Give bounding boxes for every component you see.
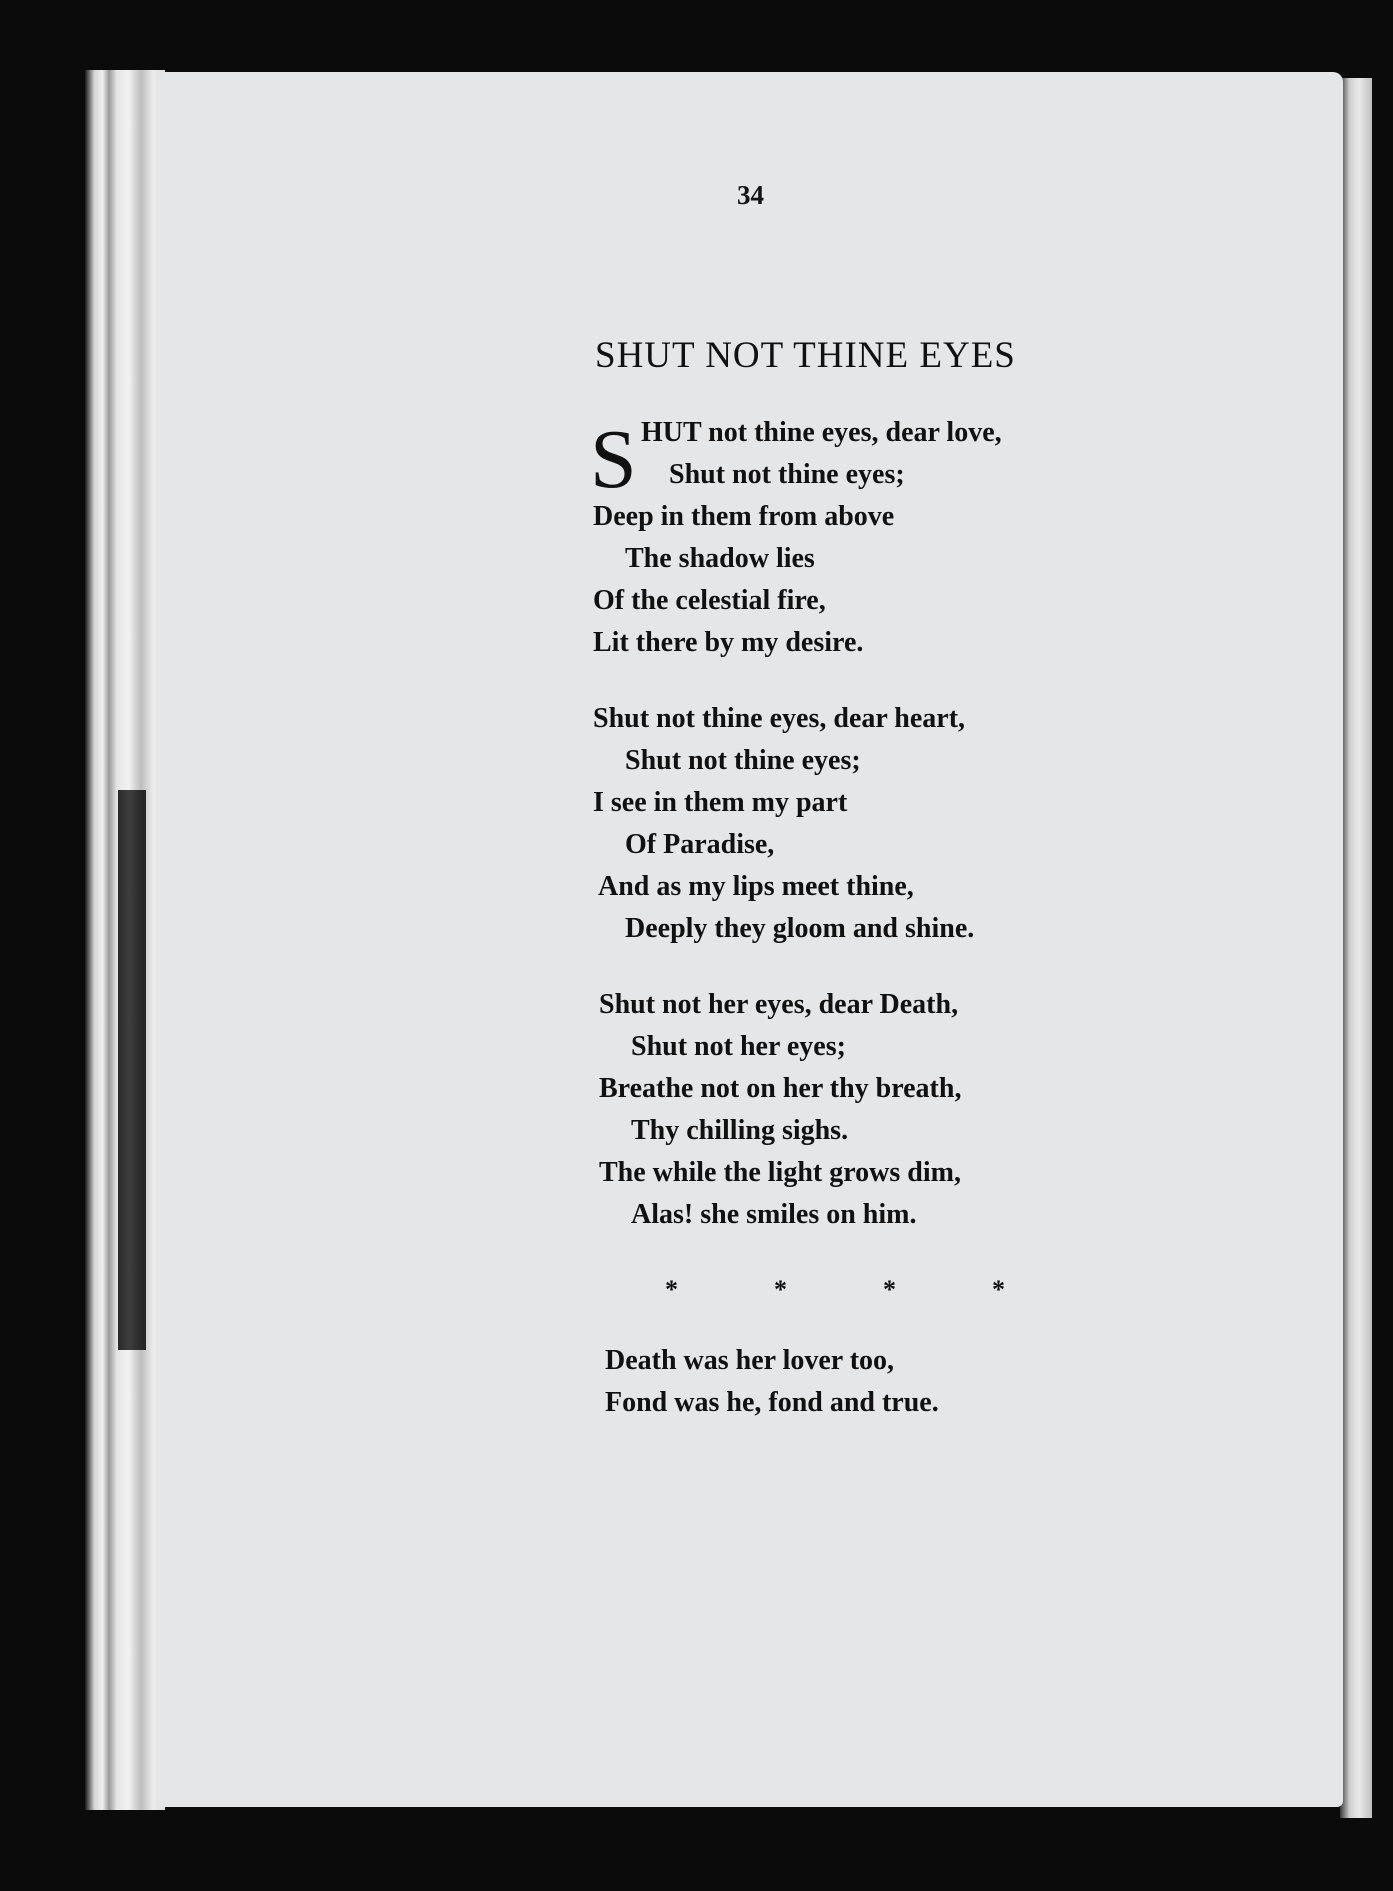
spine-label <box>118 790 146 1350</box>
stanza-2 <box>593 698 1113 950</box>
poem-line: Deeply they gloom and shine. <box>625 913 975 944</box>
poem-line: Lit there by my desire. <box>593 627 864 658</box>
stanza-3 <box>593 984 1113 1236</box>
poem-line: Alas! she smiles on him. <box>631 1199 917 1230</box>
drop-cap: S <box>590 413 637 506</box>
page <box>158 72 1343 1807</box>
poem-line: HUT not thine eyes, dear love, <box>641 417 1002 448</box>
asterisk: * <box>992 1275 1005 1304</box>
asterisk: * <box>774 1275 787 1304</box>
poem-line: The while the light grows dim, <box>599 1157 961 1188</box>
poem-line: Thy chilling sighs. <box>631 1115 849 1146</box>
adjacent-page-edge <box>1340 78 1372 1818</box>
asterisk: * <box>665 1275 678 1304</box>
poem-line: Shut not thine eyes; <box>625 745 861 776</box>
poem-line: Of Paradise, <box>625 829 775 860</box>
poem-line: I see in them my part <box>593 787 848 818</box>
stanza-4 <box>593 1340 1113 1424</box>
poem-title: SHUT NOT THINE EYES <box>595 335 1016 376</box>
stanza-1 <box>590 412 1113 664</box>
poem-line: Fond was he, fond and true. <box>605 1387 939 1418</box>
asterisk: * <box>883 1275 896 1304</box>
poem-line: Shut not thine eyes, dear heart, <box>593 703 966 734</box>
poem-line: Of the celestial fire, <box>593 585 826 616</box>
section-separator <box>665 1270 1005 1310</box>
poem-line: Shut not her eyes, dear Death, <box>599 989 959 1020</box>
poem-line: The shadow lies <box>625 543 815 574</box>
poem-line: Deep in them from above <box>593 501 895 532</box>
poem-line: Shut not her eyes; <box>631 1031 846 1062</box>
poem-line: Shut not thine eyes; <box>669 459 905 490</box>
page-number: 34 <box>737 180 764 210</box>
poem-line: And as my lips meet thine, <box>598 871 914 902</box>
poem-body <box>590 412 1113 1458</box>
poem-line: Breathe not on her thy breath, <box>599 1073 962 1104</box>
poem-line: Death was her lover too, <box>605 1345 895 1376</box>
